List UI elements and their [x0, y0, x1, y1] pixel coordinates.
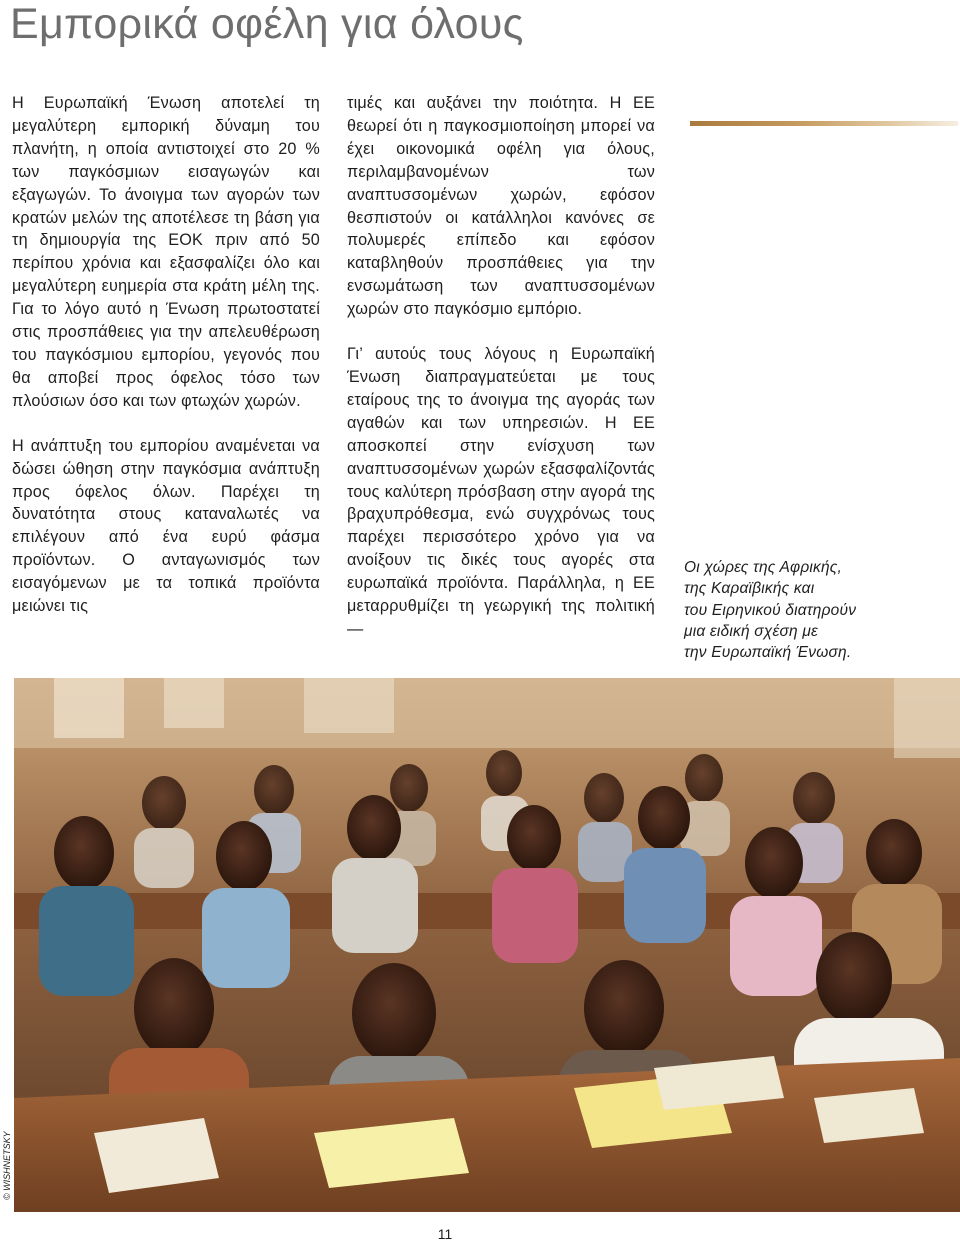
photo-credit: © WISHNETSKY: [2, 1131, 12, 1200]
page-number: 11: [437, 1226, 453, 1242]
paragraph: τιμές και αυξάνει την ποιότητα. Η ΕΕ θεωρεί ότι η παγκοσμιοποίηση μπορεί να έχει οικονομικά οφέλη για όλους, περιλαμβανομένων των αναπτυσσομένων χωρών, εφόσον θεσπιστούν οι κατάλληλοι κανόνες σε πολυμερές επίπεδο και εφόσον καταβληθούν προσπάθειες για την ενσωμάτωση των αναπτυσσομένων χωρών στο παγκόσμιο εμπόριο.: [347, 94, 655, 319]
text-column-left: [12, 92, 320, 618]
photo-caption: Οι χώρες της Αφρικής, της Καραϊβικής και του Ειρηνικού διατηρούν μια ειδική σχέση με την Ευρωπαϊκή Ένωση.: [684, 559, 857, 662]
paragraph: Γι’ αυτούς τους λόγους η Ευρωπαϊκή Ένωση διαπραγματεύεται με τους εταίρους της το άνοιγμα της αγοράς των αγαθών και των υπηρεσιών. Η ΕΕ αποσκοπεί στην ενίσχυση των αναπτυσσομένων χωρών εξασφαλίζοντάς τους καλύτερη πρόσβαση στην αγορά της βραχυπρόθεσμα, ενώ συγχρόνως τους παρέχει περισσότερο χρόνο για να ανοίξουν τις δικές τους αγορές στα ευρωπαϊκά προϊόντα. Παράλληλα, η ΕΕ μεταρρυθμίζει τη γεωργική της πολιτική —: [347, 345, 655, 638]
paragraph: Η Ευρωπαϊκή Ένωση αποτελεί τη μεγαλύτερη εμπορική δύναμη του πλανήτη, η οποία αντιστοιχεί στο 20 % των παγκόσμιων εισαγωγών και εξαγωγών. Το άνοιγμα των αγορών των κρατών μελών της αποτέλεσε τη βάση για τη δημιουργία της ΕΟΚ πριν από 50 περίπου χρόνια και εξασφαλίζει όλο και μεγαλύτερη ευημερία στα κράτη μέλη της. Για το λόγο αυτό η Ένωση πρωτοστατεί στις προσπάθειες για την απελευθέρωση του παγκόσμιου εμπορίου, γεγονός που θα αποβεί προς όφελος τόσο των πλούσιων όσο και των φτωχών χωρών.: [12, 94, 320, 410]
paragraph: Η ανάπτυξη του εμπορίου αναμένεται να δώσει ώθηση στην παγκόσμια ανάπτυξη προς όφελος όλων. Παρέχει τη δυνατότητα στους καταναλωτές να επιλέγουν από ένα ευρύ φάσμα προϊόντων. Ο ανταγωνισμός των εισαγόμενων με τα τοπικά προϊόντα μειώνει τις: [12, 436, 320, 616]
classroom-photo: [14, 678, 960, 1212]
text-column-middle: [347, 92, 655, 641]
page-title: Εμπορικά οφέλη για όλους: [10, 0, 524, 48]
decorative-rule: [690, 121, 958, 126]
